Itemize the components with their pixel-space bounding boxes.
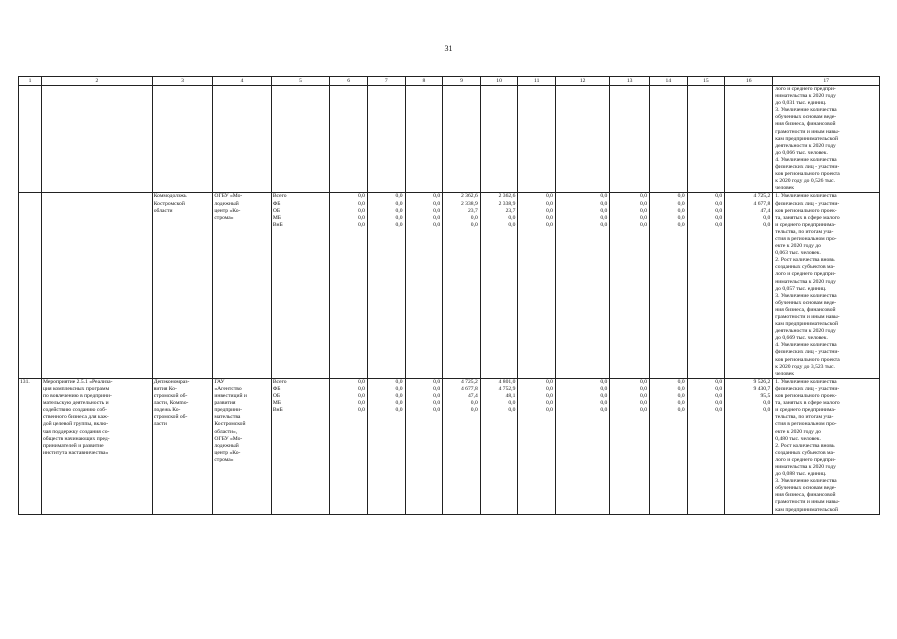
amount-value: 4 725,2 (460, 378, 478, 385)
amount-value: 4 725,2 (753, 193, 771, 200)
amount-value: 0,0 (545, 378, 553, 385)
amount-value: 0,0 (545, 400, 553, 407)
amount-value: 0,0 (395, 207, 403, 214)
amount-value: 0,0 (433, 214, 441, 221)
amount-value: 0,0 (600, 214, 608, 221)
amount-value: 0,0 (433, 378, 441, 385)
funding-source-label: ВнБ (272, 407, 283, 414)
col-header-3: 3 (152, 77, 213, 86)
amount-value: 0,0 (357, 385, 365, 392)
amount-value: 0,0 (677, 393, 685, 400)
amount-value: 0,0 (545, 193, 553, 200)
amount-value: 0,0 (600, 221, 608, 228)
row-number: 131. (19, 378, 42, 514)
amount-value: 0,0 (357, 378, 365, 385)
value-cell (405, 193, 443, 378)
amount-value: 2 362,6 (498, 193, 516, 200)
amount-value: 0,0 (677, 207, 685, 214)
amount-value: 95,5 (760, 393, 771, 400)
amount-value: 0,0 (600, 393, 608, 400)
amount-value: 0,0 (545, 221, 553, 228)
amount-value: 0,0 (508, 214, 516, 221)
col-header-13: 13 (610, 77, 650, 86)
funding-source-cell (271, 378, 330, 514)
amount-value: 0,0 (715, 407, 723, 414)
amount-value: 0,0 (508, 221, 516, 228)
col-header-4: 4 (213, 77, 272, 86)
amount-value: 4 752,9 (498, 385, 516, 392)
amount-value: 0,0 (640, 400, 648, 407)
amount-value: 0,0 (357, 214, 365, 221)
amount-value: 0,0 (600, 200, 608, 207)
col-header-17: 17 (773, 77, 880, 86)
value-cell (480, 378, 518, 514)
amount-value: 0,0 (395, 407, 403, 414)
funding-source-label: Всего (272, 193, 287, 200)
amount-value: 0,0 (395, 393, 403, 400)
value-cell (518, 193, 556, 378)
amount-value: 0,0 (395, 400, 403, 407)
amount-value: 0,0 (470, 400, 478, 407)
funding-source-label: ФБ (272, 200, 281, 207)
amount-value: 0,0 (677, 378, 685, 385)
amount-value: 0,0 (715, 393, 723, 400)
value-cell (518, 378, 556, 514)
col-header-11: 11 (518, 77, 556, 86)
amount-value: 0,0 (677, 193, 685, 200)
amount-value: 0,0 (677, 400, 685, 407)
amount-value: 0,0 (715, 400, 723, 407)
amount-value: 0,0 (640, 221, 648, 228)
amount-value: 0,0 (763, 400, 771, 407)
amount-value: 0,0 (357, 221, 365, 228)
table-row (19, 193, 880, 378)
amount-value: 48,1 (505, 393, 516, 400)
amount-value: 0,0 (715, 378, 723, 385)
amount-value: 0,0 (433, 221, 441, 228)
amount-value: 4 677,8 (753, 200, 771, 207)
executor-cell: Коммодолэжь Костромской области (152, 193, 213, 378)
value-cell (555, 193, 609, 378)
col-header-10: 10 (480, 77, 518, 86)
value-cell (610, 193, 650, 378)
value-cell (555, 378, 609, 514)
executor-cell: Депэкономраз- вития Ко- стромской об- ласти, Комmo- лодежь Ко- стромской об- ласти (152, 378, 213, 514)
amount-value: 0,0 (357, 200, 365, 207)
col-header-14: 14 (650, 77, 688, 86)
funding-source-label: ОБ (272, 207, 281, 214)
amount-value: 0,0 (470, 407, 478, 414)
value-cell (687, 378, 725, 514)
amount-value: 0,0 (433, 407, 441, 414)
expected-results-cell: 1. Увеличение количества физических лиц - участни- ков регионального проек- та, занятых в сфере малого и среднего предпринима- тельства, по итогам уча- стия в региональном про- екте к 2020 году до 0,063 тыс. человек. 2. Рост количества вновь созданных субъектов ма- лого и среднего предпри- нимательства к 2020 году до 0,057 тыс. единиц. 3. Увеличение количества обученных основам веде- ния бизнеса, финансовой грамотности и иным навы- кам предпринимательской деятельности к 2020 году до 0,669 тыс. человек. 4. Увеличение количества физических лиц - участни- ков регионального проекта к 2020 году до 3,523 тыс. человек (773, 193, 880, 378)
amount-value: 0,0 (433, 385, 441, 392)
total-cell (725, 193, 773, 378)
value-cell (367, 193, 405, 378)
amount-value: 0,0 (395, 193, 403, 200)
funding-source-label: МБ (272, 214, 282, 221)
budget-table (18, 76, 880, 515)
funding-source-label: МБ (272, 400, 282, 407)
amount-value: 0,0 (715, 200, 723, 207)
amount-value: 0,0 (508, 400, 516, 407)
amount-value: 0,0 (470, 221, 478, 228)
amount-value: 9 430,7 (753, 385, 771, 392)
participant-cell: ГАУ «Агентство инвестиций и развития предприни- мательства Костромской области», ОГБУ «Мо- лодежный центр «Ко- строма» (213, 378, 272, 514)
amount-value: 0,0 (357, 407, 365, 414)
amount-value: 2 362,6 (460, 193, 478, 200)
amount-value: 0,0 (677, 407, 685, 414)
amount-value: 0,0 (600, 207, 608, 214)
col-header-1: 1 (19, 77, 42, 86)
amount-value: 0,0 (433, 200, 441, 207)
amount-value: 23,7 (505, 207, 516, 214)
amount-value: 0,0 (433, 193, 441, 200)
expected-results-cell: 1. Увеличение количества физических лиц - участни- ков регионального проек- та, занятых в сфере малого и среднего предпринима- тельства, по итогам уча- стия в региональном про- екте к 2020 году до 0,480 тыс. человек. 2. Рост количества вновь созданных субъектов ма- лого и среднего предпри- нимательства к 2020 году до 0,088 тыс. единиц. 3. Увеличение количества обученных основам веде- ния бизнеса, финансовой грамотности и иным навы- кам предпринимательской (773, 378, 880, 514)
amount-value: 4 801,0 (498, 378, 516, 385)
amount-value: 0,0 (545, 207, 553, 214)
column-header-row (19, 77, 880, 86)
amount-value: 0,0 (357, 400, 365, 407)
amount-value: 0,0 (640, 214, 648, 221)
value-cell (367, 378, 405, 514)
amount-value: 0,0 (763, 407, 771, 414)
col-header-15: 15 (687, 77, 725, 86)
amount-value: 0,0 (395, 378, 403, 385)
value-cell (443, 378, 481, 514)
amount-value: 0,0 (600, 378, 608, 385)
value-cell (610, 378, 650, 514)
amount-value: 0,0 (715, 207, 723, 214)
col-header-16: 16 (725, 77, 773, 86)
amount-value: 0,0 (715, 193, 723, 200)
amount-value: 0,0 (433, 400, 441, 407)
amount-value: 0,0 (395, 385, 403, 392)
amount-value: 0,0 (640, 385, 648, 392)
amount-value: 0,0 (508, 407, 516, 414)
amount-value: 0,0 (715, 385, 723, 392)
amount-value: 0,0 (600, 407, 608, 414)
funding-source-label: Всего (272, 378, 287, 385)
amount-value: 0,0 (715, 221, 723, 228)
col-header-7: 7 (367, 77, 405, 86)
amount-value: 0,0 (677, 385, 685, 392)
amount-value: 0,0 (677, 214, 685, 221)
total-cell (725, 378, 773, 514)
amount-value: 0,0 (545, 407, 553, 414)
value-cell (687, 193, 725, 378)
amount-value: 0,0 (677, 221, 685, 228)
col-header-2: 2 (41, 77, 152, 86)
amount-value: 0,0 (763, 214, 771, 221)
amount-value: 0,0 (433, 393, 441, 400)
amount-value: 0,0 (640, 378, 648, 385)
col-header-12: 12 (555, 77, 609, 86)
amount-value: 0,0 (640, 193, 648, 200)
page-number: 31 (444, 44, 453, 53)
col-header-8: 8 (405, 77, 443, 86)
funding-source-label: ОБ (272, 393, 281, 400)
col-header-5: 5 (271, 77, 330, 86)
amount-value: 9 526,2 (753, 378, 771, 385)
amount-value: 0,0 (640, 200, 648, 207)
table-row (19, 378, 880, 514)
amount-value: 0,0 (395, 200, 403, 207)
continuation-results: лого и среднего предпри- нимательства к 2020 году до 0,031 тыс. единиц. 3. Увеличение количества обученных основам веде- ния бизнеса, финансовой грамотности и иным навы- кам предпринимательской деятельности к 2020 году до 0,066 тыс. человек. 4. Увеличение количества физических лиц - участни- ков регионального проекта к 2020 году до 0,526 тыс. человек (773, 86, 880, 193)
funding-source-label: ВнБ (272, 221, 283, 228)
amount-value: 0,0 (545, 200, 553, 207)
amount-value: 0,0 (395, 221, 403, 228)
amount-value: 0,0 (545, 385, 553, 392)
amount-value: 47,4 (467, 393, 478, 400)
funding-source-cell (271, 193, 330, 378)
value-cell (443, 193, 481, 378)
amount-value: 47,4 (760, 207, 771, 214)
amount-value: 0,0 (600, 193, 608, 200)
value-cell (405, 378, 443, 514)
amount-value: 0,0 (395, 214, 403, 221)
amount-value: 4 677,8 (460, 385, 478, 392)
amount-value: 0,0 (640, 207, 648, 214)
amount-value: 0,0 (545, 214, 553, 221)
amount-value: 0,0 (640, 393, 648, 400)
continuation-row (19, 86, 880, 193)
amount-value: 0,0 (600, 385, 608, 392)
value-cell (650, 193, 688, 378)
value-cell (330, 193, 368, 378)
participant-cell: ОГБУ «Мо- лодежный центр «Ко- строма» (213, 193, 272, 378)
col-header-9: 9 (443, 77, 481, 86)
amount-value: 0,0 (433, 207, 441, 214)
value-cell (330, 378, 368, 514)
amount-value: 0,0 (677, 200, 685, 207)
activity-name-cell: Мероприятие 2.5.1 «Реализа- ция комплексных программ по вовлечению в предприни- мательскую деятельность и содействию созданию соб- ственного бизнеса для каж- дой целевой группы, вклю- чая поддержку создания со- обществ начинающих пред- принимателей и развитие института наставничества» (41, 378, 152, 514)
amount-value: 23,7 (467, 207, 478, 214)
amount-value: 0,0 (470, 214, 478, 221)
col-header-6: 6 (330, 77, 368, 86)
amount-value: 0,0 (357, 393, 365, 400)
amount-value: 0,0 (715, 214, 723, 221)
funding-source-label: ФБ (272, 385, 281, 392)
amount-value: 0,0 (357, 207, 365, 214)
value-cell (480, 193, 518, 378)
amount-value: 0,0 (640, 407, 648, 414)
amount-value: 0,0 (600, 400, 608, 407)
amount-value: 2 338,9 (498, 200, 516, 207)
amount-value: 2 338,9 (460, 200, 478, 207)
value-cell (650, 378, 688, 514)
amount-value: 0,0 (763, 221, 771, 228)
amount-value: 0,0 (545, 393, 553, 400)
amount-value: 0,0 (357, 193, 365, 200)
